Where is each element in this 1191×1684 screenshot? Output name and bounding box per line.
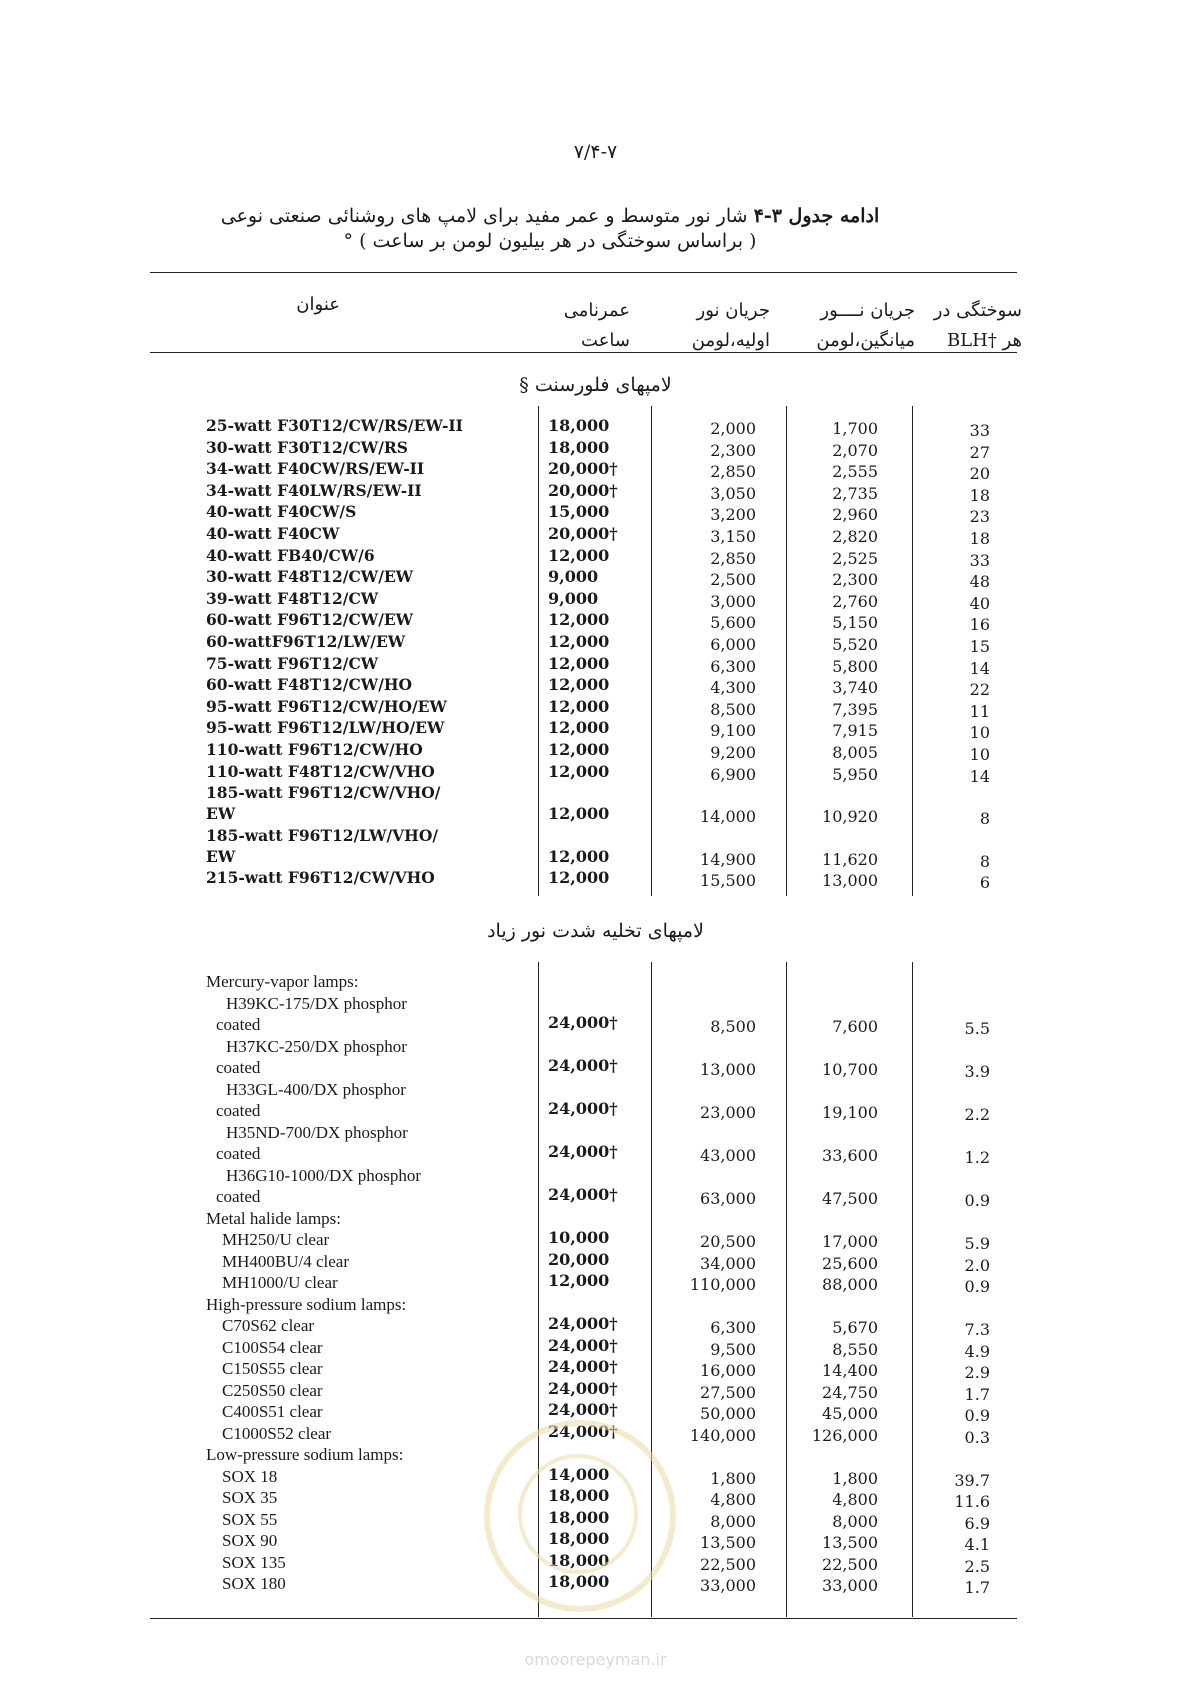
initial-lumens: 14,000: [700, 807, 756, 827]
lamp-name: 25-watt F30T12/CW/RS/EW-II: [206, 416, 463, 435]
burnouts-per-blh: 23: [969, 507, 990, 527]
burnouts-per-blh: 5.5: [964, 1019, 990, 1038]
top-rule: [150, 272, 1017, 273]
mean-lumens: 47,500: [822, 1189, 878, 1208]
mean-lumens: 14,400: [822, 1361, 878, 1380]
burnouts-per-blh: 0.3: [964, 1427, 990, 1447]
initial-lumens: 4,800: [710, 1490, 756, 1509]
lamp-name: SOX 18: [222, 1466, 278, 1486]
lamp-name: 110-watt F96T12/CW/HO: [206, 740, 423, 759]
burnouts-per-blh: 20: [969, 464, 990, 484]
mean-lumens: 17,000: [822, 1232, 878, 1251]
initial-lumens: 6,300: [710, 656, 756, 676]
initial-lumens: 8,000: [710, 1511, 756, 1531]
lamp-name: C100S54 clear: [222, 1337, 323, 1357]
initial-lumens: 8,500: [710, 1017, 756, 1036]
lamp-name: 34-watt F40CW/RS/EW-II: [206, 459, 425, 479]
table-caption: شار نور متوسط و عمر مفید برای لامپ های روشنائی صنعتی نوعی: [220, 205, 754, 227]
mean-lumens: 13,000: [822, 871, 878, 891]
rated-life: 20,000†: [548, 524, 618, 543]
rated-life: 12,000: [548, 675, 610, 695]
mean-lumens: 7,915: [832, 721, 878, 741]
initial-lumens: 9,100: [710, 721, 756, 741]
rated-life: 18,000: [548, 1507, 610, 1527]
mean-lumens: 5,950: [832, 764, 878, 784]
header-initial-lumen: جریان نور اولیه،لومن: [691, 300, 770, 351]
initial-lumens: 9,500: [710, 1339, 756, 1359]
burnouts-per-blh: 10: [969, 745, 990, 764]
lamp-name-cont: coated: [216, 1187, 261, 1206]
rated-life: 18,000: [548, 437, 610, 457]
rated-life: 15,000: [548, 502, 610, 522]
mean-lumens: 22,500: [822, 1554, 878, 1574]
mean-lumens: 8,005: [832, 743, 878, 762]
rated-life: 24,000†: [548, 1378, 618, 1398]
initial-lumens: 27,500: [700, 1382, 756, 1402]
column-divider: [786, 406, 787, 896]
lamp-name: SOX 35: [222, 1488, 278, 1507]
rated-life: 9,000: [548, 567, 599, 587]
rated-life: 24,000†: [548, 1357, 618, 1376]
lamp-name: 75-watt F96T12/CW: [206, 653, 379, 673]
initial-lumens: 2,500: [710, 570, 756, 590]
initial-lumens: 9,200: [710, 743, 756, 762]
table-subtitle: ( براساس سوختگی در هر بیلیون لومن بر ساعت ) °: [343, 230, 757, 252]
rated-life: 18,000: [548, 416, 610, 435]
bottom-rule: [150, 1618, 1017, 1619]
initial-lumens: 5,600: [710, 613, 756, 633]
mean-lumens: 4,800: [832, 1490, 878, 1509]
rated-life: 12,000: [548, 1271, 610, 1290]
mean-lumens: 2,300: [832, 570, 878, 590]
lamp-name: 40-watt F40CW: [206, 524, 340, 543]
table-number: ادامه جدول ۳-۴: [753, 205, 880, 227]
lamp-name: C70S62 clear: [222, 1316, 315, 1335]
header-mean-lumen: جریان نــــور میانگین،لومن: [816, 300, 915, 351]
column-divider: [651, 406, 652, 896]
rated-life: 9,000: [548, 588, 599, 608]
burnouts-per-blh: 14: [969, 658, 990, 678]
lamp-name: 60-wattF96T12/LW/EW: [206, 632, 406, 651]
group-label: Mercury-vapor lamps:: [206, 972, 359, 991]
initial-lumens: 3,000: [710, 591, 756, 611]
rated-life: 12,000: [548, 653, 610, 673]
lamp-name-cont: EW: [206, 804, 236, 824]
lamp-name: H33GL-400/DX phosphor: [226, 1079, 406, 1099]
mean-lumens: 5,520: [832, 635, 878, 654]
burnouts-per-blh: 1.7: [964, 1384, 990, 1404]
initial-lumens: 8,500: [710, 699, 756, 719]
burnouts-per-blh: 40: [969, 593, 990, 613]
initial-lumens: 22,500: [700, 1554, 756, 1574]
burnouts-per-blh: 5.9: [964, 1234, 990, 1253]
burnouts-per-blh: 16: [969, 615, 990, 635]
rated-life: 12,000: [548, 804, 610, 824]
mean-lumens: 33,000: [822, 1576, 878, 1595]
initial-lumens: 13,500: [700, 1533, 756, 1552]
lamp-name: 95-watt F96T12/LW/HO/EW: [206, 718, 445, 738]
mean-lumens: 3,740: [832, 678, 878, 698]
rated-life: 12,000: [548, 740, 610, 759]
burnouts-per-blh: 2.0: [964, 1255, 990, 1275]
burnouts-per-blh: 11.6: [954, 1492, 990, 1511]
burnouts-per-blh: 22: [969, 680, 990, 700]
burnouts-per-blh: 33: [969, 550, 990, 570]
group-label: Low-pressure sodium lamps:: [206, 1445, 404, 1464]
rated-life: 18,000: [548, 1486, 610, 1505]
lamp-name: C150S55 clear: [222, 1359, 323, 1378]
lamp-name-cont: EW: [206, 846, 236, 866]
lamp-name: 185-watt F96T12/CW/VHO/: [206, 783, 441, 803]
mean-lumens: 45,000: [822, 1404, 878, 1423]
rated-life: 12,000: [548, 696, 610, 716]
mean-lumens: 2,820: [832, 527, 878, 546]
burnouts-per-blh: 4.9: [964, 1341, 990, 1361]
lamp-name: SOX 135: [222, 1552, 286, 1572]
mean-lumens: 126,000: [811, 1425, 878, 1445]
rated-life: 20,000†: [548, 459, 618, 479]
burnouts-per-blh: 7.3: [964, 1320, 990, 1339]
rated-life: 20,000†: [548, 480, 618, 500]
mean-lumens: 1,700: [832, 419, 878, 438]
initial-lumens: 43,000: [700, 1146, 756, 1165]
lamp-name: 40-watt FB40/CW/6: [206, 545, 375, 565]
lamp-name: 34-watt F40LW/RS/EW-II: [206, 480, 422, 500]
rated-life: 24,000†: [548, 1013, 618, 1032]
initial-lumens: 2,850: [710, 462, 756, 482]
burnouts-per-blh: 0.9: [964, 1191, 990, 1210]
column-divider: [912, 406, 913, 896]
lamp-name: 40-watt F40CW/S: [206, 502, 357, 522]
rated-life: 10,000: [548, 1228, 610, 1247]
mean-lumens: 5,150: [832, 613, 878, 633]
burnouts-per-blh: 18: [969, 529, 990, 548]
burnouts-per-blh: 18: [969, 485, 990, 505]
rated-life: 18,000: [548, 1550, 610, 1570]
page-number: ۷/۴-۷: [573, 141, 618, 163]
initial-lumens: 50,000: [700, 1404, 756, 1423]
burnouts-per-blh: 27: [969, 442, 990, 462]
rated-life: 24,000†: [548, 1335, 618, 1355]
initial-lumens: 1,800: [710, 1468, 756, 1488]
burnouts-per-blh: 2.2: [964, 1105, 990, 1124]
header-life: عمرنامی ساعت: [563, 300, 630, 351]
lamp-name: 39-watt F48T12/CW: [206, 588, 379, 608]
lamp-name: MH400BU/4 clear: [222, 1251, 350, 1271]
mean-lumens: 24,750: [822, 1382, 878, 1402]
lamp-name: 30-watt F48T12/CW/EW: [206, 567, 414, 587]
burnouts-per-blh: 1.7: [964, 1578, 990, 1597]
burnouts-per-blh: 2.9: [964, 1363, 990, 1382]
section-fluorescent: لامپهای فلورسنت §: [519, 374, 672, 396]
lamp-name: SOX 180: [222, 1574, 286, 1593]
burnouts-per-blh: 33: [969, 421, 990, 440]
rated-life: 20,000: [548, 1249, 610, 1269]
header-title: عنوان: [296, 294, 340, 315]
lamp-name: 215-watt F96T12/CW/VHO: [206, 868, 435, 888]
mean-lumens: 2,735: [832, 483, 878, 503]
rated-life: 24,000†: [548, 1421, 618, 1441]
burnouts-per-blh: 8: [979, 809, 990, 829]
lamp-name: H35ND-700/DX phosphor: [226, 1122, 408, 1142]
initial-lumens: 4,300: [710, 678, 756, 698]
rated-life: 12,000: [548, 610, 610, 630]
initial-lumens: 20,500: [700, 1232, 756, 1251]
initial-lumens: 2,850: [710, 548, 756, 568]
rated-life: 12,000: [548, 868, 610, 888]
burnouts-per-blh: 1.2: [964, 1148, 990, 1167]
mean-lumens: 25,600: [822, 1253, 878, 1273]
burnouts-per-blh: 0.9: [964, 1277, 990, 1296]
lamp-name: 60-watt F48T12/CW/HO: [206, 675, 412, 695]
column-divider: [538, 406, 539, 896]
burnouts-per-blh: 39.7: [954, 1470, 990, 1490]
burnouts-per-blh: 2.5: [964, 1556, 990, 1576]
mean-lumens: 2,525: [832, 548, 878, 568]
rated-life: 12,000: [548, 632, 610, 651]
rated-life: 12,000: [548, 718, 610, 738]
table-title: [150, 205, 950, 227]
burnouts-per-blh: 10: [969, 723, 990, 743]
mean-lumens: 2,070: [832, 440, 878, 460]
initial-lumens: 2,000: [710, 419, 756, 438]
lamp-name: C1000S52 clear: [222, 1423, 332, 1443]
rated-life: 18,000: [548, 1572, 610, 1591]
initial-lumens: 34,000: [700, 1253, 756, 1273]
burnouts-per-blh: 3.9: [964, 1062, 990, 1081]
mean-lumens: 33,600: [822, 1146, 878, 1165]
watermark-text: omoorepeyman.ir: [524, 1650, 667, 1669]
burnouts-per-blh: 15: [969, 637, 990, 656]
mean-lumens: 7,395: [832, 699, 878, 719]
lamp-name-cont: coated: [216, 1144, 261, 1163]
lamp-name: 60-watt F96T12/CW/EW: [206, 610, 414, 630]
lamp-name: H39KC-175/DX phosphor: [226, 993, 407, 1013]
mean-lumens: 7,600: [832, 1017, 878, 1036]
lamp-name: SOX 55: [222, 1509, 278, 1529]
rated-life: 14,000: [548, 1464, 610, 1484]
rated-life: 12,000: [548, 545, 610, 565]
lamp-name: MH1000/U clear: [222, 1273, 338, 1292]
mean-lumens: 2,960: [832, 505, 878, 525]
mean-lumens: 8,000: [832, 1511, 878, 1531]
group-label: High-pressure sodium lamps:: [206, 1294, 407, 1314]
section-hid: لامپهای تخلیه شدت نور زیاد: [487, 920, 704, 942]
column-divider: [912, 962, 913, 1617]
burnouts-per-blh: 6.9: [964, 1513, 990, 1533]
rated-life: 24,000†: [548, 1056, 618, 1075]
rated-life: 12,000: [548, 761, 610, 781]
initial-lumens: 33,000: [700, 1576, 756, 1595]
lamp-name: C400S51 clear: [222, 1402, 323, 1421]
initial-lumens: 140,000: [689, 1425, 756, 1445]
lamp-name: 95-watt F96T12/CW/HO/EW: [206, 696, 447, 716]
mean-lumens: 2,555: [832, 462, 878, 482]
lamp-name: H37KC-250/DX phosphor: [226, 1036, 407, 1056]
initial-lumens: 6,300: [710, 1318, 756, 1337]
burnouts-per-blh: 11: [969, 701, 990, 721]
lamp-name-cont: coated: [216, 1058, 261, 1077]
mean-lumens: 5,800: [832, 656, 878, 676]
initial-lumens: 2,300: [710, 440, 756, 460]
watermark-seal: [484, 1420, 676, 1612]
initial-lumens: 3,150: [710, 527, 756, 546]
mean-lumens: 88,000: [822, 1275, 878, 1294]
lamp-name: 30-watt F30T12/CW/RS: [206, 437, 408, 457]
rated-life: 24,000†: [548, 1185, 618, 1204]
header-rule: [150, 352, 1017, 353]
initial-lumens: 110,000: [689, 1275, 756, 1294]
lamp-name: 185-watt F96T12/LW/VHO/: [206, 825, 438, 845]
initial-lumens: 14,900: [700, 849, 756, 869]
burnouts-per-blh: 6: [979, 873, 990, 893]
initial-lumens: 16,000: [700, 1361, 756, 1380]
initial-lumens: 6,900: [710, 764, 756, 784]
mean-lumens: 10,920: [822, 807, 878, 827]
header-burnout: سوختگی در هر †BLH: [933, 300, 1022, 351]
initial-lumens: 23,000: [700, 1103, 756, 1122]
rated-life: 18,000: [548, 1529, 610, 1548]
mean-lumens: 13,500: [822, 1533, 878, 1552]
lamp-name: 110-watt F48T12/CW/VHO: [206, 761, 435, 781]
lamp-name: H36G10-1000/DX phosphor: [226, 1165, 422, 1185]
rated-life: 12,000: [548, 846, 610, 866]
lamp-name: SOX 90: [222, 1531, 278, 1550]
initial-lumens: 3,200: [710, 505, 756, 525]
initial-lumens: 3,050: [710, 483, 756, 503]
burnouts-per-blh: 8: [979, 851, 990, 871]
mean-lumens: 19,100: [822, 1103, 878, 1122]
initial-lumens: 13,000: [700, 1060, 756, 1079]
mean-lumens: 2,760: [832, 591, 878, 611]
mean-lumens: 11,620: [822, 849, 878, 869]
initial-lumens: 63,000: [700, 1189, 756, 1208]
lamp-name: MH250/U clear: [222, 1230, 330, 1249]
initial-lumens: 6,000: [710, 635, 756, 654]
lamp-name-cont: coated: [216, 1015, 261, 1034]
lamp-name: C250S50 clear: [222, 1380, 323, 1400]
rated-life: 24,000†: [548, 1099, 618, 1118]
burnouts-per-blh: 48: [969, 572, 990, 592]
mean-lumens: 8,550: [832, 1339, 878, 1359]
rated-life: 24,000†: [548, 1400, 618, 1419]
burnouts-per-blh: 4.1: [964, 1535, 990, 1554]
mean-lumens: 1,800: [832, 1468, 878, 1488]
rated-life: 24,000†: [548, 1314, 618, 1333]
group-label: Metal halide lamps:: [206, 1208, 342, 1228]
mean-lumens: 10,700: [822, 1060, 878, 1079]
burnouts-per-blh: 14: [969, 766, 990, 786]
rated-life: 24,000†: [548, 1142, 618, 1161]
initial-lumens: 15,500: [700, 871, 756, 891]
lamp-name-cont: coated: [216, 1101, 261, 1120]
burnouts-per-blh: 0.9: [964, 1406, 990, 1425]
mean-lumens: 5,670: [832, 1318, 878, 1337]
column-divider: [786, 962, 787, 1617]
